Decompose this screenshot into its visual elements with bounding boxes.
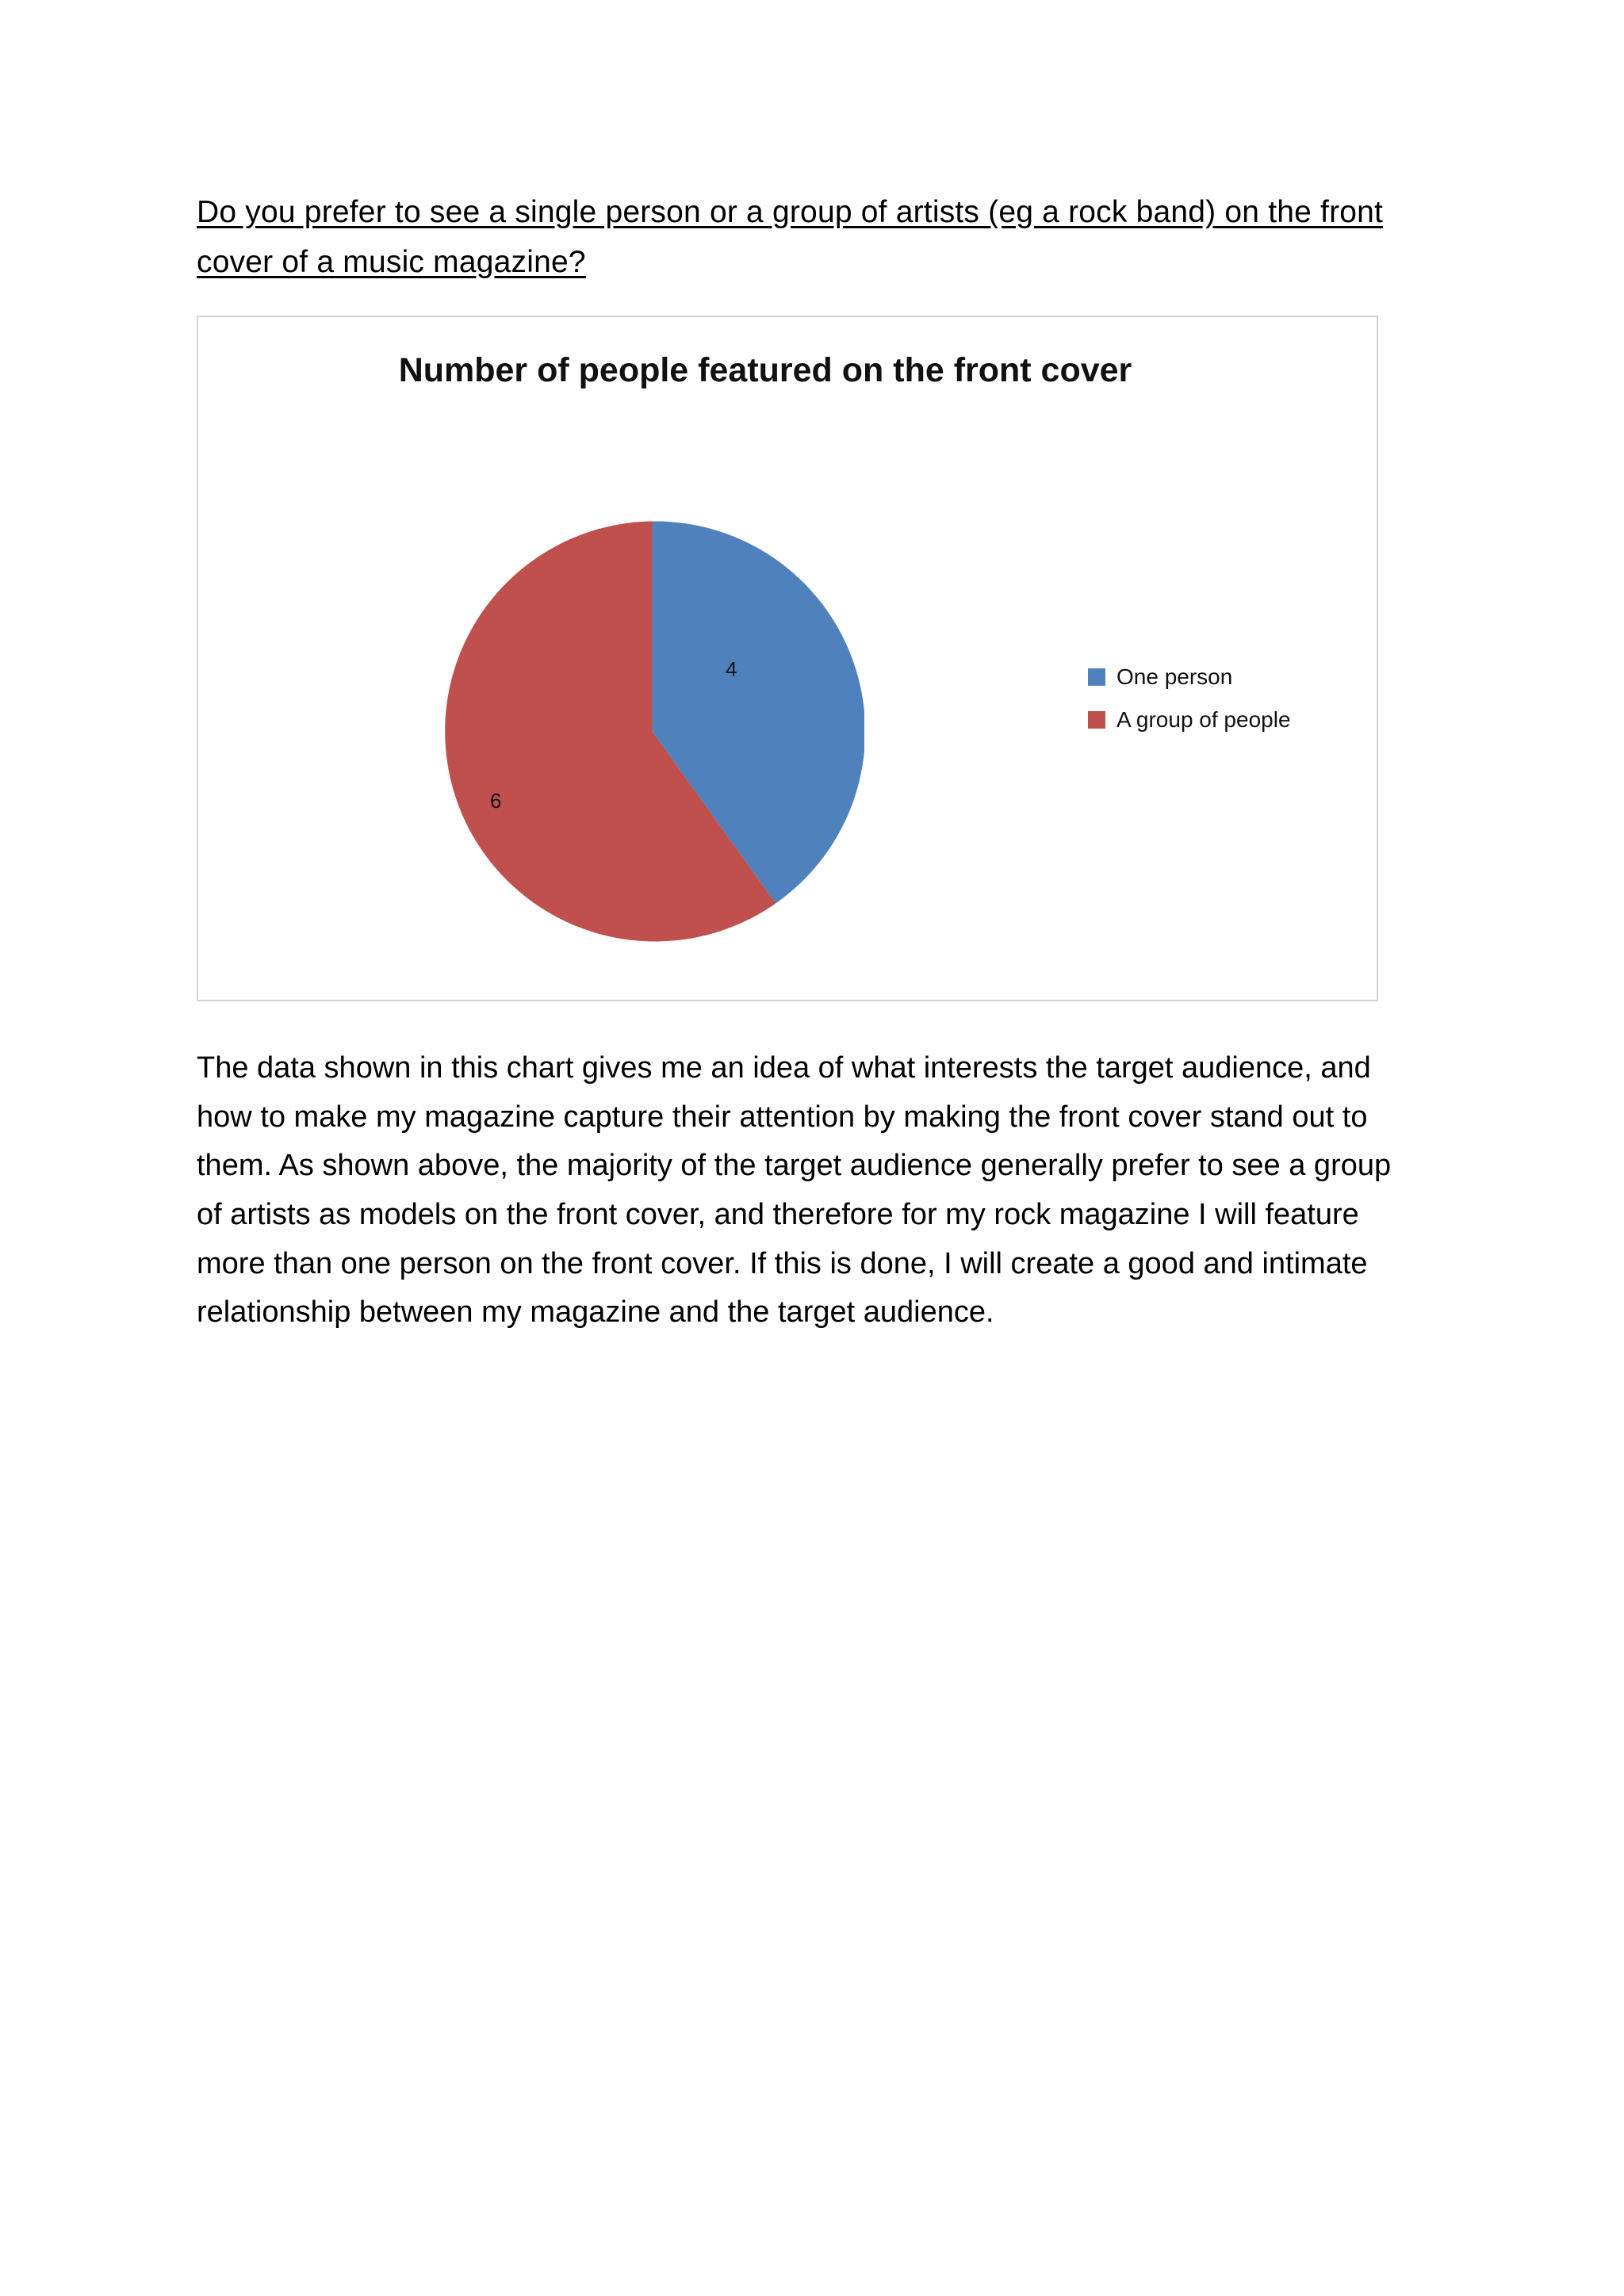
pie-graphic [440,519,864,943]
legend-swatch-icon-group [1088,711,1105,729]
legend-label-group: A group of people [1116,707,1291,733]
chart-title: Number of people featured on the front cover [398,351,1132,390]
chart-legend [1088,664,1350,750]
page-title-text: Do you prefer to see a single person or a group of artists (eg a rock band) on the front cover of a music magazine? [197,195,1384,280]
legend-swatch-icon-one-person [1088,668,1105,686]
legend-item-group [1088,707,1350,733]
chart-container [197,316,1378,1001]
pie-label-one-person: 4 [726,657,737,682]
body-paragraph: The data shown in this chart gives me an idea of what interests the target audience, and how to make my magazine capture their attention by making the front cover stand out to them. As shown above, the majority of the target audience generally prefer to see a group of artists as models on the front cover, and therefore for my rock magazine I will feature more than one person on the front cover. If this is done, I will create a good and intimate relationship between my magazine and the target audience. [197,1051,1392,1330]
legend-label-one-person: One person [1116,664,1233,690]
pie-chart [440,519,864,943]
page-title [197,187,1427,287]
page-content [197,187,1427,1337]
pie-svg [440,519,864,943]
legend-item-one-person [1088,664,1350,690]
pie-label-group: 6 [490,789,502,813]
